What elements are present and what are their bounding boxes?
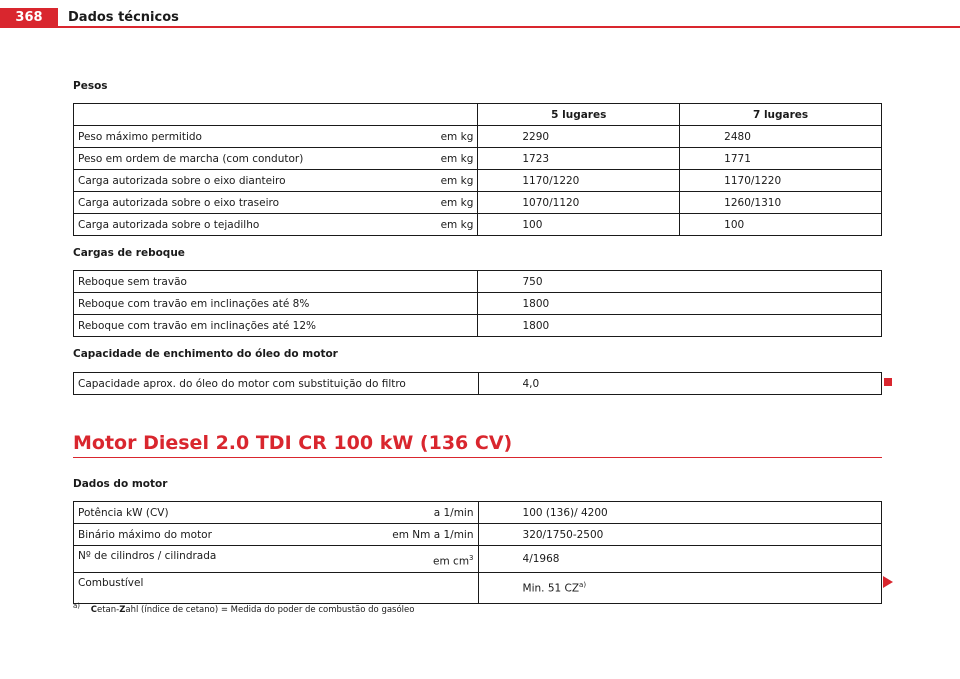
row-value: 1800 — [478, 293, 882, 315]
reboque-heading: Cargas de reboque — [73, 247, 185, 259]
row-label: Nº de cilindros / cilindrada — [78, 550, 217, 563]
row-label: Capacidade aprox. do óleo do motor com substituição do filtro — [74, 373, 479, 395]
value-5: 1170/1220 — [478, 170, 680, 192]
row-label: Reboque sem travão — [74, 271, 478, 293]
footnote-text-2: ahl (índice de cetano) = Medida do poder de combustão do gasóleo — [125, 604, 415, 615]
row-value: Min. 51 CZ — [522, 582, 580, 595]
row-label: Potência kW (CV) — [78, 506, 169, 519]
row-unit: em kg — [440, 218, 474, 231]
oleo-table — [73, 372, 882, 395]
row-unit: em cm — [433, 555, 470, 568]
table-row — [74, 126, 882, 148]
value-7: 1170/1220 — [680, 170, 882, 192]
table-row — [74, 373, 882, 395]
footnote-bold-c: C — [90, 604, 97, 615]
end-square-icon — [884, 378, 892, 386]
table-row — [74, 170, 882, 192]
pesos-table — [73, 103, 882, 236]
row-unit: em kg — [440, 152, 474, 165]
row-unit: em kg — [440, 196, 474, 209]
page-number: 368 — [0, 8, 58, 28]
row-unit: em Nm a 1/min — [392, 528, 474, 541]
row-value: 100 (136)/ 4200 — [478, 502, 881, 524]
table-row — [74, 271, 882, 293]
table-row — [74, 192, 882, 214]
row-label: Carga autorizada sobre o eixo dianteiro — [78, 174, 286, 187]
table-row — [74, 573, 882, 604]
oleo-heading: Capacidade de enchimento do óleo do motor — [73, 348, 338, 360]
continue-arrow-icon — [883, 576, 893, 588]
table-header-row — [74, 104, 882, 126]
value-5: 1070/1120 — [478, 192, 680, 214]
header-rule — [58, 26, 960, 28]
table-row — [74, 524, 882, 546]
motor-table — [73, 501, 882, 604]
row-label: Reboque com travão em inclinações até 12% — [74, 315, 478, 337]
value-7: 2480 — [680, 126, 882, 148]
row-unit: em kg — [440, 174, 474, 187]
row-label: Carga autorizada sobre o tejadilho — [78, 218, 260, 231]
section-rule — [73, 457, 882, 458]
footnote-ref: a) — [579, 581, 587, 590]
table-row — [74, 315, 882, 337]
col-7-lugares: 7 lugares — [680, 104, 882, 126]
value-7: 1260/1310 — [680, 192, 882, 214]
row-value: 4,0 — [478, 373, 882, 395]
row-label: Peso em ordem de marcha (com condutor) — [78, 152, 304, 165]
row-unit: em kg — [440, 130, 474, 143]
footnote-text-1: etan- — [96, 604, 120, 615]
motor-heading: Dados do motor — [73, 478, 168, 490]
value-7: 100 — [680, 214, 882, 236]
reboque-table — [73, 270, 882, 337]
row-value: 1800 — [478, 315, 882, 337]
row-value: 750 — [478, 271, 882, 293]
col-5-lugares: 5 lugares — [478, 104, 680, 126]
footnote-bold-z: Z — [119, 604, 126, 615]
value-5: 2290 — [478, 126, 680, 148]
header-empty-cell — [74, 104, 478, 126]
footnote — [73, 602, 414, 615]
value-5: 1723 — [478, 148, 680, 170]
table-row — [74, 293, 882, 315]
row-label: Reboque com travão em inclinações até 8% — [74, 293, 478, 315]
table-row — [74, 214, 882, 236]
row-value: 320/1750-2500 — [478, 524, 881, 546]
page-title: Dados técnicos — [68, 10, 179, 25]
row-label: Combustível — [74, 573, 479, 604]
table-row — [74, 546, 882, 573]
row-label: Carga autorizada sobre o eixo traseiro — [78, 196, 280, 209]
table-row — [74, 148, 882, 170]
pesos-heading: Pesos — [73, 80, 108, 92]
unit-superscript: 3 — [469, 554, 474, 563]
row-value: 4/1968 — [478, 546, 881, 573]
table-row — [74, 502, 882, 524]
value-7: 1771 — [680, 148, 882, 170]
section-title: Motor Diesel 2.0 TDI CR 100 kW (136 CV) — [73, 432, 513, 454]
value-5: 100 — [478, 214, 680, 236]
row-unit: a 1/min — [433, 506, 474, 519]
row-label: Peso máximo permitido — [78, 130, 202, 143]
footnote-marker: a) — [73, 602, 81, 610]
row-label: Binário máximo do motor — [78, 528, 212, 541]
